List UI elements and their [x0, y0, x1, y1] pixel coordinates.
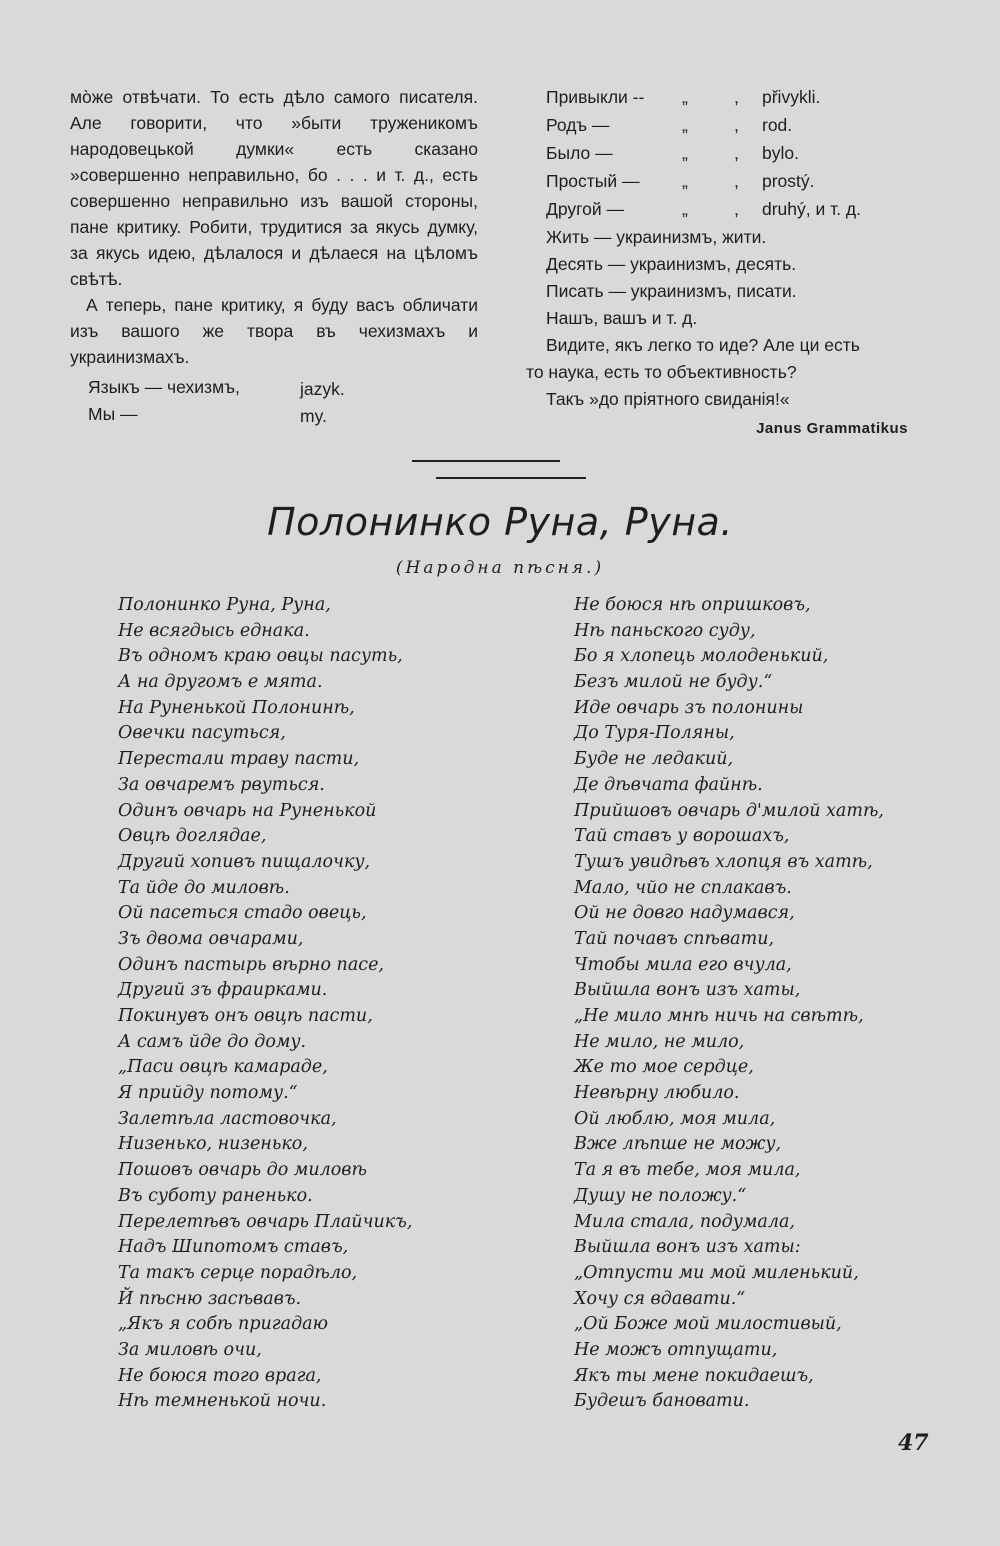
- word: Простый —: [546, 171, 640, 191]
- verse-line: Одинъ пастырь вѣрно пасе,: [118, 954, 384, 975]
- verse-line: На Руненькой Полонинѣ,: [118, 697, 355, 718]
- verse-line: Перестали траву пасти,: [118, 749, 360, 770]
- text-line: Десять — украинизмъ, десять.: [546, 254, 797, 274]
- signature: Janus Grammatikus: [756, 420, 908, 437]
- verse-line: Якъ ты мене покидаешъ,: [574, 1365, 814, 1386]
- right-text-column: [526, 84, 936, 442]
- text-line: Нашъ, вашъ и т. д.: [546, 308, 698, 328]
- verse-line: Ой люблю, моя мила,: [574, 1108, 776, 1129]
- song-title: Полонинко Руна, Руна.: [267, 500, 733, 544]
- word: Языкъ — чехизмъ,: [88, 377, 240, 397]
- verse-line: Мила стала, подумала,: [574, 1211, 795, 1232]
- verse-line: Душу не положу.“: [574, 1185, 747, 1206]
- verse-line: Не можъ отпущати,: [574, 1339, 778, 1360]
- transliteration: jazyk.: [300, 379, 345, 399]
- verse-line: За миловѣ очи,: [118, 1339, 262, 1360]
- verse-line: Ой не довго надумався,: [574, 903, 795, 924]
- verse-line: Чтобы мила его вчула,: [574, 954, 792, 975]
- transliteration: přivykli.: [762, 87, 821, 107]
- transliteration: druhý, и т. д.: [762, 199, 862, 219]
- left-text-column: [70, 84, 478, 428]
- divider-rule: [412, 460, 560, 462]
- verse-line: Перелетѣвъ овчарь Плайчикъ,: [118, 1211, 413, 1232]
- verse-line: Безъ милой не буду.“: [574, 672, 773, 693]
- verse-line: Вже лѣпше не можу,: [574, 1134, 782, 1155]
- verse-line: Й пѣсню засѣвавъ.: [118, 1288, 302, 1309]
- verse-line: Прийшовъ овчарь д'милой хатѣ,: [574, 800, 884, 821]
- verse-line: „Якъ я собѣ пригадаю: [118, 1314, 328, 1335]
- verse-line: Не всягдысь еднака.: [118, 620, 310, 641]
- verse-line: Низенько, низенько,: [118, 1134, 308, 1155]
- text-line: Жить — украинизмъ, жити.: [546, 227, 767, 247]
- verse-line: Тай почавъ спѣвати,: [574, 928, 775, 949]
- comma: ,: [734, 143, 739, 163]
- verse-line: Будешъ бановати.: [574, 1391, 750, 1412]
- text-line: Писать — украинизмъ, писати.: [546, 281, 797, 301]
- verse-line: Ой пасеться стадо овець,: [118, 903, 367, 924]
- transliteration: rod.: [762, 115, 793, 135]
- verse-line: „Не мило мнѣ ничь на свѣтѣ,: [574, 1006, 864, 1026]
- verse-line: Пошовъ овчарь до миловѣ: [118, 1160, 367, 1181]
- ditto-mark: „: [682, 171, 688, 191]
- verse-line: За овчаремъ рвуться.: [118, 774, 325, 795]
- word: Было —: [546, 143, 613, 163]
- verse-line: Тушъ увидѣвъ хлопця въ хатѣ,: [574, 851, 873, 872]
- word-examples: [70, 374, 478, 428]
- text-line: то наука, есть то объективность?: [526, 362, 797, 382]
- verse-line: Выйшла вонъ изъ хаты,: [574, 980, 801, 1001]
- verse-line: Та йде до миловѣ.: [118, 877, 290, 898]
- ditto-mark: „: [682, 115, 688, 135]
- page-number: 47: [898, 1430, 929, 1456]
- paragraph-2: А теперь, пане критику, я буду васъ обличати изъ вашого же твора въ чехизмахъ и украинизмахъ.: [70, 295, 478, 367]
- verse-line: Хочу ся вдавати.“: [574, 1288, 746, 1309]
- ditto-mark: „: [682, 87, 688, 107]
- grammar-row: [526, 112, 936, 140]
- text-line: Видите, якъ легко то иде? Але ци есть: [546, 335, 860, 355]
- farewell-line: Такъ »до пріятного свиданія!«: [546, 389, 790, 409]
- grammar-row: [526, 168, 936, 196]
- transliteration: bylo.: [762, 143, 799, 163]
- word: Родъ —: [546, 115, 610, 135]
- verse-line: „Паси овцѣ камараде,: [118, 1057, 328, 1078]
- verse-line: До Туря-Поляны,: [574, 723, 735, 744]
- verse-line: Бо я хлопець молоденький,: [574, 646, 829, 667]
- verse-line: Не мило, не мило,: [574, 1031, 745, 1052]
- ditto-mark: „: [682, 199, 688, 219]
- grammar-row: [526, 196, 936, 224]
- verse-line: Въ одномъ краю овцы пасуть,: [118, 646, 403, 667]
- verse-line: Невѣрну любило.: [574, 1083, 740, 1104]
- word-row: [70, 374, 478, 401]
- verse-line: Овечки пасуться,: [118, 723, 286, 744]
- verse-line: Надъ Шипотомъ ставъ,: [118, 1237, 349, 1258]
- song-left-column: [118, 593, 412, 1415]
- verse-line: Де дѣвчата файнѣ.: [574, 774, 763, 795]
- verse-line: Другий хопивъ пищалочку,: [118, 851, 371, 872]
- comma: ,: [734, 87, 739, 107]
- song-subtitle: (Народна пѣсня.): [395, 558, 605, 578]
- word: Привыкли --: [546, 87, 645, 107]
- grammar-row: [526, 84, 936, 112]
- word: Другой —: [546, 199, 625, 219]
- verse-line: Нѣ темненькой ночи.: [118, 1391, 327, 1412]
- verse-line: Покинувъ онъ овцѣ пасти,: [118, 1006, 373, 1026]
- verse-line: Буде не ледакий,: [574, 749, 734, 770]
- verse-line: Выйшла вонъ изъ хаты:: [574, 1237, 801, 1258]
- verse-line: А самъ йде до дому.: [118, 1031, 307, 1052]
- paragraph-1: мо̀же отвѣчати. То есть дѣло самого писателя. Але говорити, что »быти труженикомъ народовецькой думки« есть сказано »совершенно неправильно, бо . . . и т. д., есть совершенно неправильно изъ вашой стороны, пане критику. Робити, трудитися за якусь думку, за якусь идею, дѣлалося и дѣлаеся на цѣломъ свѣтѣ.: [70, 87, 478, 289]
- verse-line: Полонинко Руна, Руна,: [118, 595, 331, 615]
- word: Мы —: [88, 404, 138, 424]
- verse-line: Та такъ серце порадѣло,: [118, 1262, 358, 1283]
- verse-line: Не боюся нѣ опришковъ,: [574, 595, 811, 615]
- verse-line: Въ суботу раненько.: [118, 1185, 313, 1206]
- ditto-mark: „: [682, 143, 688, 163]
- verse-line: А на другомъ е мята.: [118, 672, 323, 693]
- verse-line: „Ой Боже мой милостивый,: [574, 1314, 842, 1335]
- verse-line: Одинъ овчарь на Руненькой: [118, 800, 377, 821]
- comma: ,: [734, 199, 739, 219]
- verse-line: Залетѣла ластовочка,: [118, 1108, 337, 1129]
- song-right-column: [574, 593, 884, 1415]
- verse-line: Я прийду потому.“: [118, 1083, 298, 1104]
- grammar-row: [526, 140, 936, 168]
- verse-line: Нѣ паньского суду,: [574, 620, 756, 641]
- verse-line: „Отпусти ми мой миленький,: [574, 1262, 859, 1283]
- verse-line: Овцѣ доглядае,: [118, 826, 267, 847]
- verse-line: Тай ставъ у ворошахъ,: [574, 826, 790, 847]
- verse-line: Другий зъ фраирками.: [118, 980, 328, 1001]
- verse-line: Та я въ тебе, моя мила,: [574, 1160, 801, 1181]
- verse-line: Же то мое сердце,: [574, 1057, 754, 1078]
- comma: ,: [734, 115, 739, 135]
- verse-line: Мало, чйо не сплакавъ.: [574, 877, 792, 898]
- comma: ,: [734, 171, 739, 191]
- divider-rule: [436, 477, 586, 479]
- verse-line: Иде овчарь зъ полонины: [574, 697, 804, 718]
- verse-line: Зъ двома овчарами,: [118, 928, 304, 949]
- word-row: [70, 401, 478, 428]
- transliteration: prostý.: [762, 171, 815, 191]
- verse-line: Не боюся того врага,: [118, 1365, 322, 1386]
- transliteration: my.: [300, 406, 327, 426]
